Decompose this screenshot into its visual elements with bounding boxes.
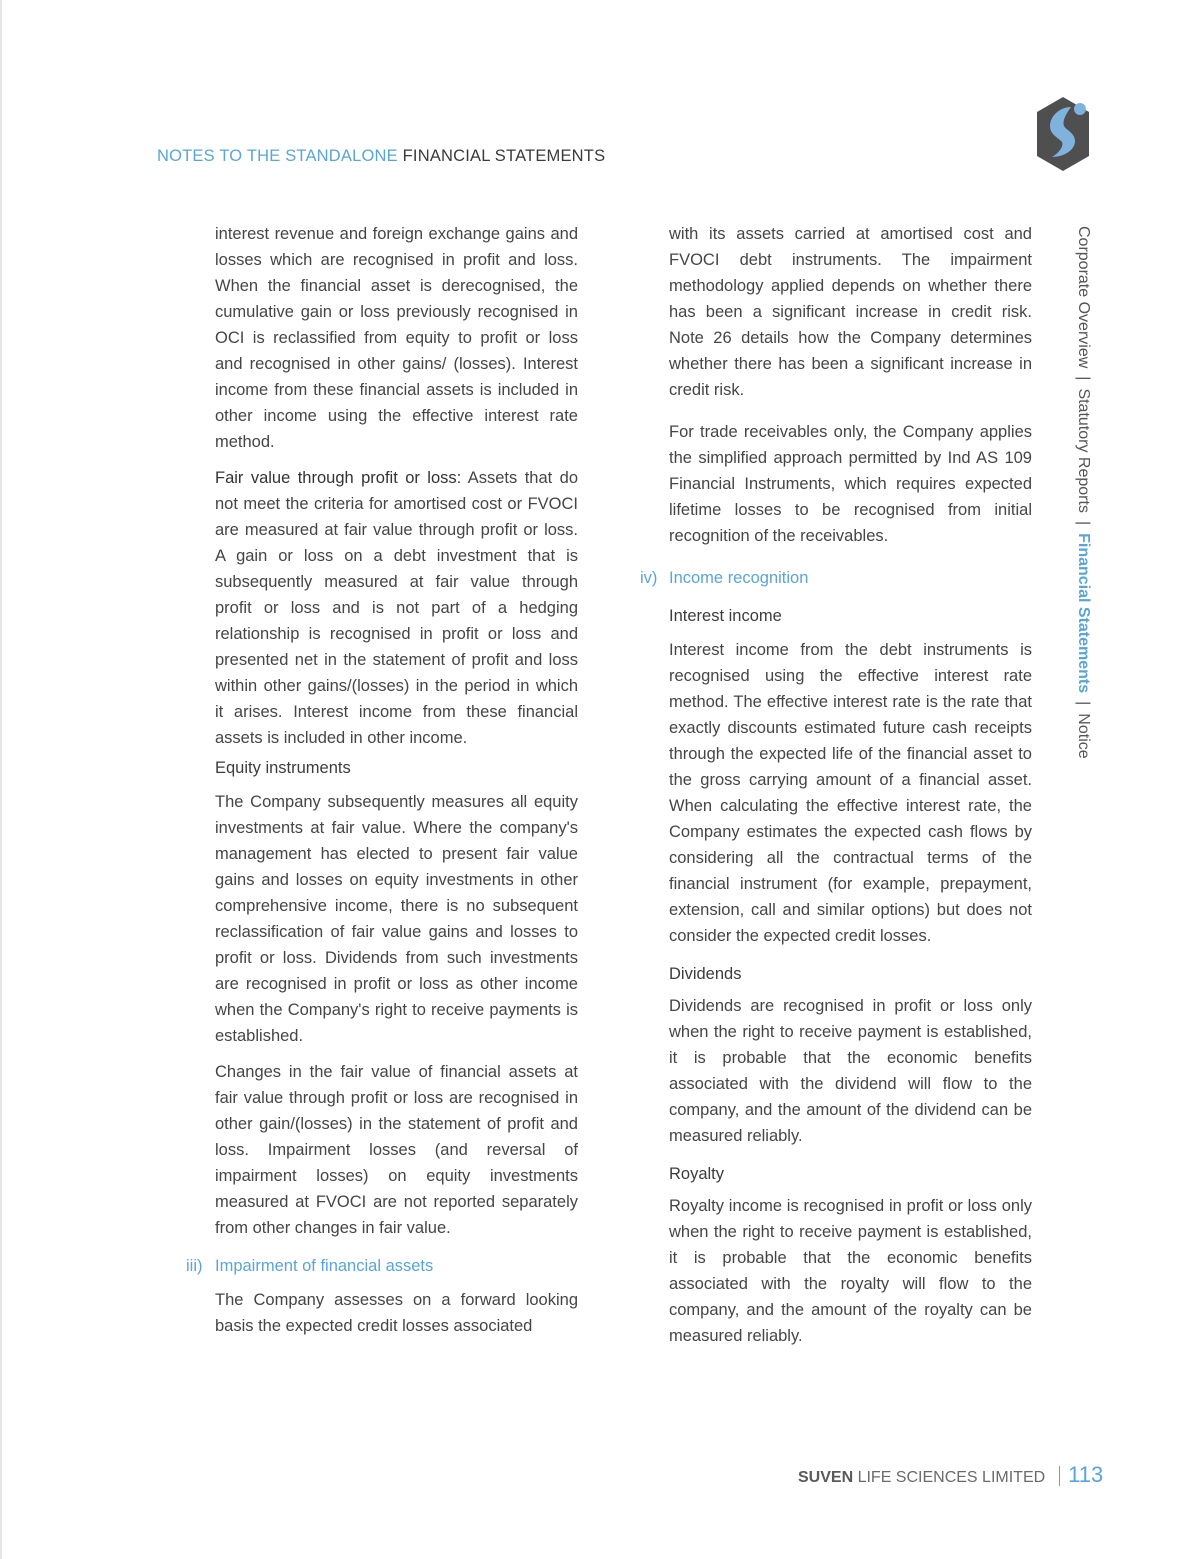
company-logo-icon	[1035, 95, 1091, 173]
paragraph: with its assets carried at amortised cost and FVOCI debt instruments. The impairment methodology applied depends on whether there has been a significant increase in credit risk. Note 26 details how the Company determines whether there has been a significant increase in credit risk.	[669, 225, 1032, 399]
header-title: FINANCIAL STATEMENTS	[402, 147, 606, 165]
side-nav-item-notice[interactable]: Notice	[1075, 713, 1092, 759]
side-nav-item-statutory-reports[interactable]: Statutory Reports	[1075, 388, 1092, 513]
header-accent: NOTES TO THE STANDALONE	[157, 147, 398, 165]
section-income-recognition-heading	[640, 567, 1032, 589]
section-number: iii)	[186, 1257, 203, 1275]
paragraph: Interest income from the debt instruments is recognised using the effective interest rate method. The effective interest rate is the rate that exactly discounts estimated future cash receipts through the expected life of the financial asset to the gross carrying amount of a financial asset. When calculating the effective interest rate, the Company estimates the expected cash flows by considering all the contractual terms of the financial instrument (for example, prepayment, extension, call and similar options) but does not consider the expected credit losses.	[669, 641, 1032, 945]
footer-divider	[1059, 1466, 1060, 1486]
side-nav-separator: |	[1075, 376, 1092, 381]
paragraph: For trade receivables only, the Company applies the simplified approach permitted by Ind AS 109 Financial Instruments, which requires expected lifetime losses to be recognised from initial recognition of the receivables.	[669, 423, 1032, 545]
paragraph: The Company subsequently measures all equity investments at fair value. Where the company's management has elected to present fair value gains and losses on equity investments in other comprehensive income, there is no subsequent reclassification of fair value gains and losses to profit or loss. Dividends from such investments are recognised in profit or loss as other income when the Company's right to receive payments is established.	[215, 793, 578, 1045]
side-navigation	[1072, 226, 1094, 766]
side-nav-separator: |	[1075, 701, 1092, 706]
royalty-heading: Royalty	[669, 1165, 725, 1183]
paragraph-fvtpl	[215, 465, 578, 751]
fvtpl-text: Assets that do not meet the criteria for amortised cost or FVOCI are measured at fair value through profit or loss. A gain or loss on a debt investment that is subsequently measured at fair value through profit or loss and is not part of a hedging relationship is recognised in profit or loss and presented net in the statement of profit and loss within other gains/(losses) in the period in which it arises. Interest income from these financial assets is included in other income.	[215, 469, 578, 747]
paragraph: interest revenue and foreign exchange gains and losses which are recognised in profit and loss. When the financial asset is derecognised, the cumulative gain or loss previously recognised in OCI is reclassified from equity to profit or loss and recognised in other gains/ (losses). Interest income from these financial assets is included in other income using the effective interest rate method.	[215, 225, 578, 451]
page-footer	[798, 1461, 1103, 1489]
page-header	[157, 147, 605, 166]
paragraph: Dividends are recognised in profit or loss only when the right to receive payment is established, it is probable that the economic benefits associated with the dividend will flow to the company, and the amount of the dividend can be measured reliably.	[669, 997, 1032, 1145]
dividends-heading: Dividends	[669, 965, 742, 983]
paragraph: Changes in the fair value of financial assets at fair value through profit or loss are recognised in other gain/(losses) in the statement of profit and loss. Impairment losses (and reversal of impairment losses) on equity investments measured at FVOCI are not reported separately from other changes in fair value.	[215, 1063, 578, 1237]
footer-company: LIFE SCIENCES LIMITED	[853, 1469, 1046, 1486]
page-number: 113	[1068, 1462, 1104, 1487]
paragraph: Royalty income is recognised in profit or loss only when the right to receive payment is established, it is probable that the economic benefits associated with the royalty will flow to the company, and the amount of the royalty can be measured reliably.	[669, 1197, 1032, 1345]
interest-income-heading: Interest income	[669, 607, 782, 625]
side-nav-item-corporate-overview[interactable]: Corporate Overview	[1075, 226, 1092, 369]
footer-brand: SUVEN	[798, 1469, 854, 1486]
page-edge	[0, 0, 2, 1559]
section-number: iv)	[640, 569, 658, 587]
side-nav-separator: |	[1075, 520, 1092, 526]
section-title: Impairment of financial assets	[215, 1257, 434, 1275]
side-nav-item-financial-statements[interactable]: Financial Statements	[1075, 533, 1092, 694]
left-column	[186, 221, 578, 1349]
right-column	[640, 221, 1032, 1359]
section-title: Income recognition	[669, 569, 809, 587]
paragraph: The Company assesses on a forward looking basis the expected credit losses associated	[215, 1291, 578, 1335]
section-impairment-heading	[186, 1255, 578, 1277]
fvtpl-label: Fair value through profit or loss:	[215, 469, 462, 487]
equity-instruments-heading: Equity instruments	[215, 759, 351, 777]
